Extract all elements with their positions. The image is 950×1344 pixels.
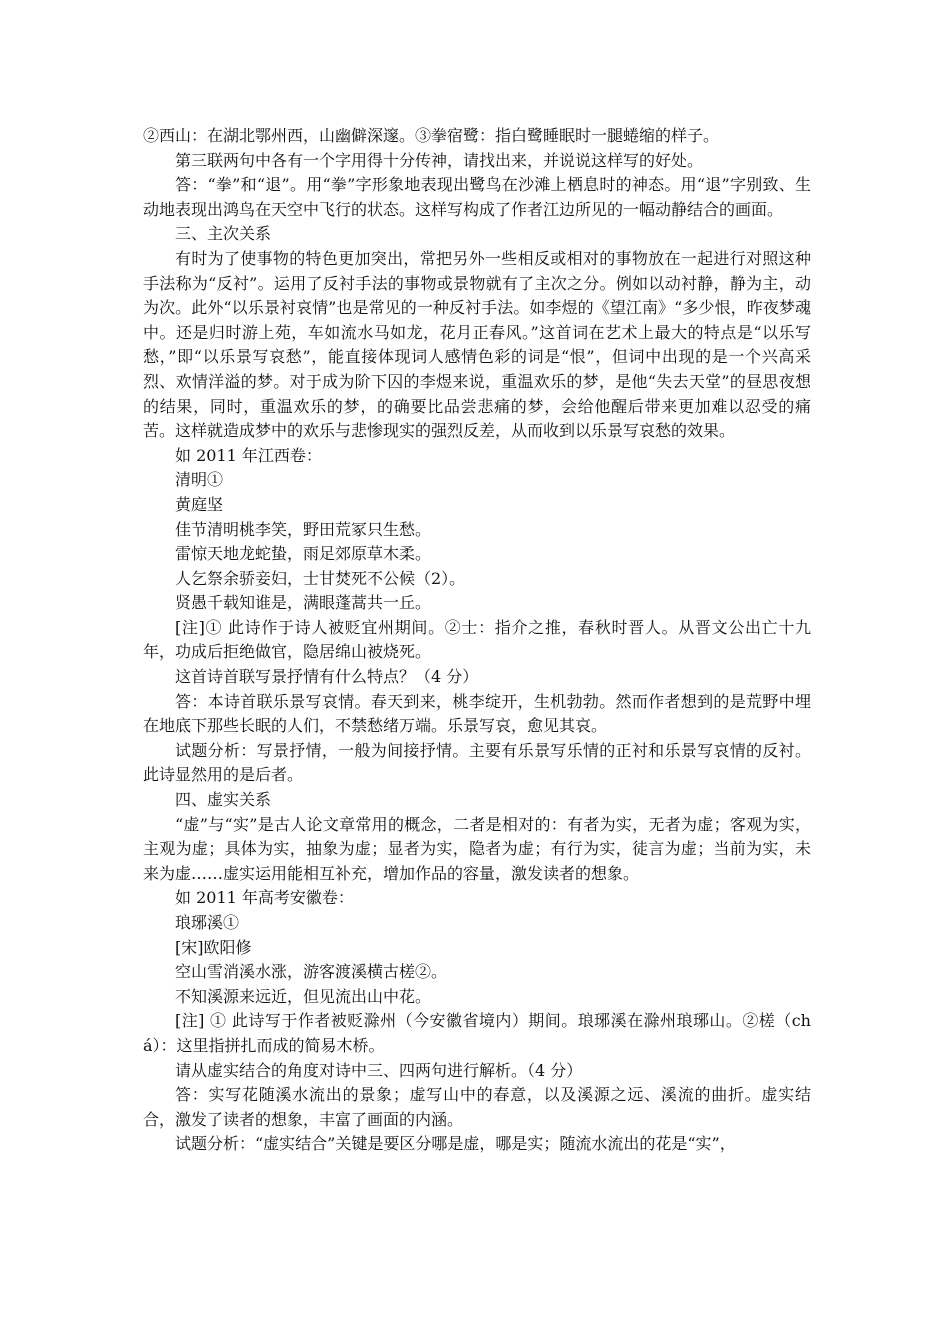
section-heading: 四、虚实关系 bbox=[175, 790, 272, 810]
question-paragraph: 请从虚实结合的角度对诗中三、四两句进行解析。（4 分） bbox=[175, 1060, 583, 1080]
poem-line: 贤愚千载知谁是，满眼蓬蒿共一丘。 bbox=[175, 593, 432, 613]
poem-line: 空山雪消溪水涨，游客渡溪横古槎②。 bbox=[175, 962, 448, 982]
poem-line: 不知溪源来远近，但见流出山中花。 bbox=[175, 986, 432, 1006]
section-heading: 三、主次关系 bbox=[175, 224, 272, 244]
question-paragraph: 这首诗首联写景抒情有什么特点？（4 分） bbox=[175, 667, 479, 687]
poem-line: 佳节清明桃李笑，野田荒冢只生愁。 bbox=[175, 519, 432, 539]
answer-paragraph: 答：本诗首联乐景写哀情。春天到来，桃李绽开，生机勃勃。然而作者想到的是荒野中埋在地底下那些长眠的人们，不禁愁绪万端。乐景写哀，愈见其哀。 bbox=[143, 691, 811, 736]
body-paragraph: “虚”与“实”是古人论文章常用的概念，二者是相对的：有者为实，无者为虚；客观为实，主观为虚；具体为实，抽象为虚；显者为实，隐者为虚；有行为实，徒言为虚；当前为实，未来为虚……虚实运用能相互补充，增加作品的容量，激发读者的想象。 bbox=[143, 814, 811, 883]
example-intro: 如 2011 年江西卷： bbox=[175, 445, 322, 465]
poem-author: [宋]欧阳修 bbox=[175, 937, 252, 957]
note-paragraph: ②西山：在湖北鄂州西，山幽僻深邃。③拳宿鹭：指白鹭睡眠时一腿蜷缩的样子。 bbox=[143, 126, 720, 145]
answer-paragraph: 答：“拳”和“退”。用“拳”字形象地表现出鹭鸟在沙滩上栖息时的神态。用“退”字别致、生动地表现出鸿鸟在天空中飞行的状态。这样写构成了作者江边所见的一幅动静结合的画面。 bbox=[143, 175, 811, 219]
poem-title: 清明① bbox=[175, 470, 224, 490]
body-paragraph: 有时为了使事物的特色更加突出，常把另外一些相反或相对的事物放在一起进行对照这种手法称为“反衬”。运用了反衬手法的事物或景物就有了主次之分。例如以动衬静，静为主，动为次。此外“以乐景衬哀情”也是常见的一种反衬手法。如李煜的《望江南》“多少恨，昨夜梦魂中。还是归时游上苑，车如流水马如龙，花月正春风。”这首词在艺术上最大的特点是“以乐写愁，”即“以乐景写哀愁”，能直接体现词人感情色彩的词是“恨”，但词中出现的是一个兴高采烈、欢情洋溢的梦。对于成为阶下囚的李煜来说，重温欢乐的梦，是他“失去天堂”的昼思夜想的结果，同时，重温欢乐的梦，的确要比品尝悲痛的梦，会给他醒后带来更加难以忍受的痛苦。这样就造成梦中的欢乐与悲惨现实的强烈反差，从而收到以乐景写哀愁的效果。 bbox=[143, 248, 811, 441]
analysis-paragraph: 试题分析：写景抒情，一般为间接抒情。主要有乐景写乐情的正衬和乐景写哀情的反衬。此诗显然用的是后者。 bbox=[143, 740, 811, 785]
poem-title: 琅琊溪① bbox=[175, 913, 240, 932]
poem-note: [注] ① 此诗写于作者被贬滁州（今安徽省境内）期间。琅琊溪在滁州琅琊山。②槎（chá）：这里指拼扎而成的简易木桥。 bbox=[143, 1011, 811, 1055]
answer-paragraph: 答：实写花随溪水流出的景象；虚写山中的春意，以及溪源之远、溪流的曲折。虚实结合，激发了读者的想象，丰富了画面的内涵。 bbox=[143, 1085, 811, 1129]
poem-author: 黄庭坚 bbox=[175, 494, 224, 514]
poem-note: [注]① 此诗作于诗人被贬宜州期间。②士：指介之推，春秋时晋人。从晋文公出亡十九年，功成后拒绝做官，隐居绵山被烧死。 bbox=[143, 617, 811, 662]
poem-line: 人乞祭余骄妾妇，士甘焚死不公候（2）。 bbox=[175, 568, 466, 588]
document-body bbox=[143, 124, 811, 1157]
analysis-paragraph: 试题分析：“虚实结合”关键是要区分哪是虚，哪是实；随流水流出的花是“实”， bbox=[175, 1134, 736, 1154]
question-paragraph: 第三联两句中各有一个字用得十分传神，请找出来，并说说这样写的好处。 bbox=[175, 150, 704, 170]
example-intro: 如 2011 年高考安徽卷： bbox=[175, 888, 354, 908]
poem-line: 雷惊天地龙蛇蛰，雨足郊原草木柔。 bbox=[175, 544, 432, 564]
